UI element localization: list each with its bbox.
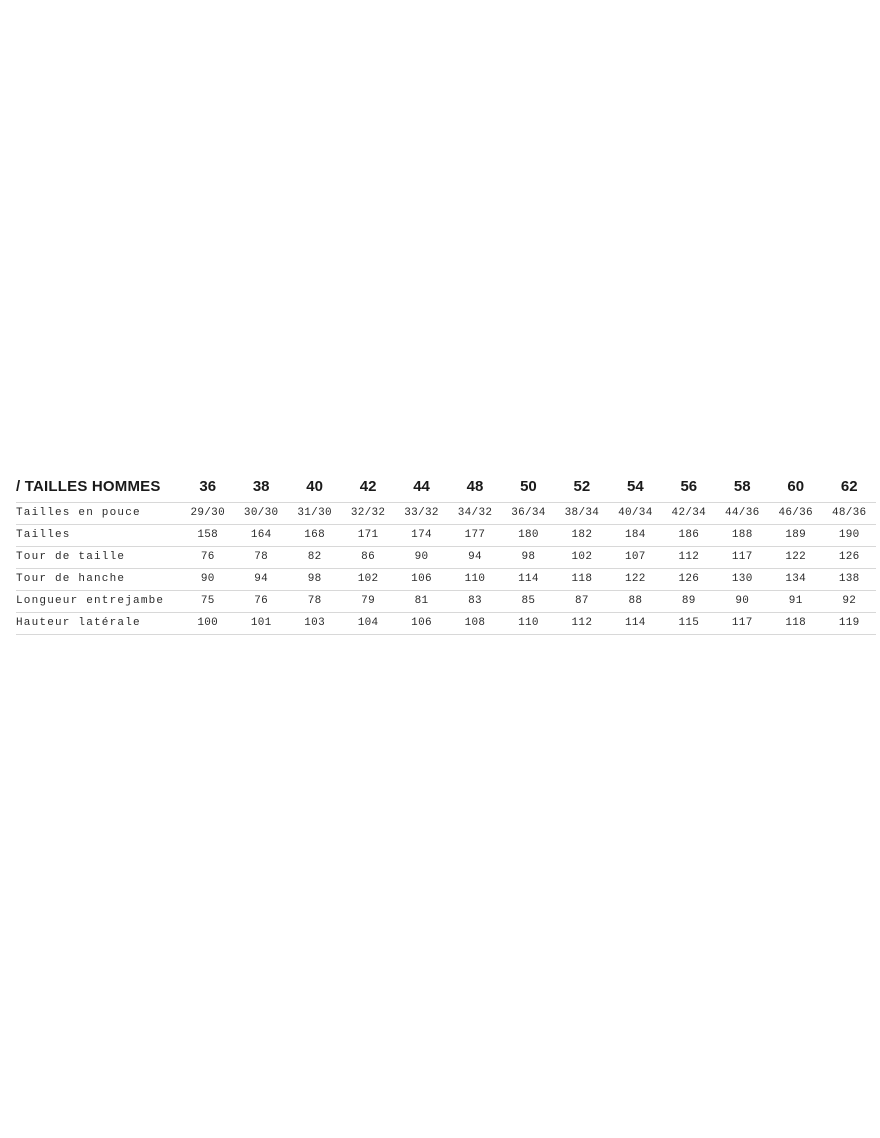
table-cell: 75 [181,591,234,613]
table-cell: 94 [448,547,501,569]
table-cell: 46/36 [769,503,822,525]
table-cell: 81 [395,591,448,613]
table-cell: 82 [288,547,341,569]
table-cell: 102 [341,569,394,591]
table-cell: 126 [822,547,876,569]
row-label: Hauteur latérale [16,613,181,635]
table-cell: 89 [662,591,715,613]
table-cell: 44/36 [716,503,769,525]
table-cell: 30/30 [234,503,287,525]
table-cell: 115 [662,613,715,635]
header-row [16,478,876,503]
table-cell: 78 [234,547,287,569]
size-column-header: 44 [413,478,430,495]
size-column-header: 40 [306,478,323,495]
size-column-header: 36 [199,478,217,495]
size-column-header: 42 [359,478,377,495]
table-cell: 112 [662,547,715,569]
table-row [16,547,876,569]
row-label: Tour de hanche [16,569,181,591]
table-row [16,525,876,547]
table-cell: 42/34 [662,503,715,525]
size-chart-header [16,478,876,503]
table-cell: 171 [341,525,394,547]
table-cell: 90 [181,569,234,591]
row-label: Tour de taille [16,547,181,569]
table-cell: 36/34 [502,503,555,525]
table-cell: 117 [716,613,769,635]
table-cell: 87 [555,591,608,613]
table-cell: 31/30 [288,503,341,525]
table-cell: 174 [395,525,448,547]
table-cell: 106 [395,569,448,591]
table-cell: 110 [502,613,555,635]
row-label: Tailles en pouce [16,503,181,525]
size-column-header: 60 [787,478,805,495]
table-cell: 112 [555,613,608,635]
table-cell: 86 [341,547,394,569]
table-cell: 118 [769,613,822,635]
table-cell: 92 [822,591,876,613]
table-cell: 182 [555,525,608,547]
table-cell: 85 [502,591,555,613]
table-row [16,613,876,635]
table-cell: 32/32 [341,503,394,525]
table-cell: 91 [769,591,822,613]
table-cell: 107 [609,547,662,569]
table-cell: 119 [822,613,876,635]
table-cell: 114 [502,569,555,591]
table-row [16,503,876,525]
size-column-header: 38 [252,478,270,495]
table-cell: 106 [395,613,448,635]
table-row [16,569,876,591]
table-cell: 130 [716,569,769,591]
table-cell: 108 [448,613,501,635]
table-cell: 168 [288,525,341,547]
table-cell: 79 [341,591,394,613]
table-cell: 100 [181,613,234,635]
table-cell: 184 [609,525,662,547]
page-title: / TAILLES HOMMES [16,478,161,495]
table-cell: 88 [609,591,662,613]
table-cell: 158 [181,525,234,547]
table-cell: 186 [662,525,715,547]
size-chart-table [16,478,876,635]
table-cell: 33/32 [395,503,448,525]
table-cell: 38/34 [555,503,608,525]
size-column-header: 48 [466,478,484,495]
table-cell: 40/34 [609,503,662,525]
table-cell: 114 [609,613,662,635]
table-cell: 122 [769,547,822,569]
table-cell: 48/36 [822,503,876,525]
table-cell: 101 [234,613,287,635]
size-chart-body [16,503,876,635]
table-cell: 78 [288,591,341,613]
row-label: Longueur entrejambe [16,591,181,613]
table-cell: 117 [716,547,769,569]
size-column-header: 54 [627,478,644,495]
table-cell: 94 [234,569,287,591]
table-cell: 34/32 [448,503,501,525]
table-cell: 180 [502,525,555,547]
table-cell: 90 [395,547,448,569]
size-column-header: 52 [573,478,591,495]
table-cell: 138 [822,569,876,591]
table-cell: 118 [555,569,608,591]
table-cell: 164 [234,525,287,547]
table-cell: 110 [448,569,501,591]
table-cell: 104 [341,613,394,635]
table-cell: 76 [234,591,287,613]
table-row [16,591,876,613]
table-cell: 177 [448,525,501,547]
table-cell: 126 [662,569,715,591]
row-label: Tailles [16,525,181,547]
table-cell: 90 [716,591,769,613]
table-cell: 98 [502,547,555,569]
table-cell: 83 [448,591,501,613]
size-column-header: 50 [520,478,537,495]
table-cell: 190 [822,525,876,547]
size-column-header: 56 [680,478,698,495]
table-cell: 76 [181,547,234,569]
table-cell: 189 [769,525,822,547]
table-cell: 134 [769,569,822,591]
table-cell: 188 [716,525,769,547]
size-column-header: 58 [733,478,751,495]
table-cell: 103 [288,613,341,635]
table-cell: 102 [555,547,608,569]
table-cell: 122 [609,569,662,591]
size-column-header: 62 [840,478,858,495]
table-cell: 29/30 [181,503,234,525]
table-cell: 98 [288,569,341,591]
size-chart [16,478,876,635]
